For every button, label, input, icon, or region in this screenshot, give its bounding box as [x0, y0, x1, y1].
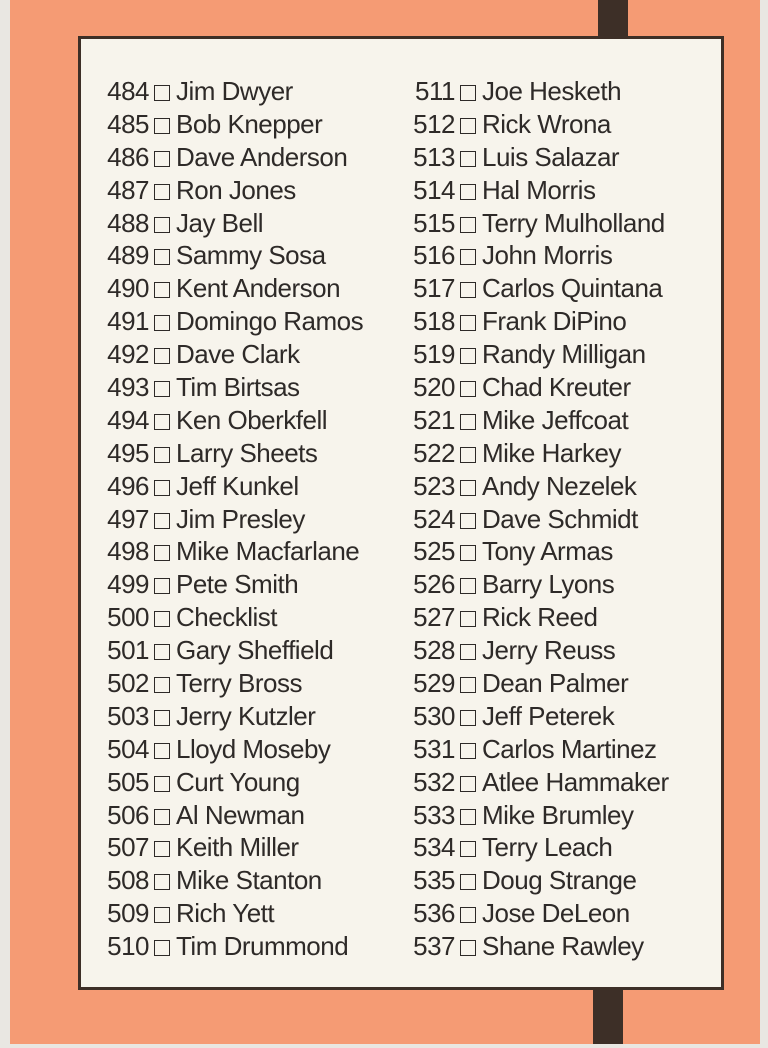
player-name: Tony Armas	[482, 536, 613, 567]
checkbox[interactable]	[460, 447, 476, 463]
card-number: 501	[107, 635, 149, 666]
player-name: Joe Hesketh	[482, 76, 622, 106]
checklist-row	[407, 503, 669, 536]
card-number: 529	[413, 668, 455, 699]
checkbox[interactable]	[460, 841, 476, 857]
player-name: Terry Bross	[176, 668, 302, 699]
card-number: 518	[413, 306, 455, 337]
checklist-row	[101, 766, 363, 799]
checkbox[interactable]	[154, 118, 170, 134]
player-name: Dave Clark	[176, 339, 300, 370]
checkbox[interactable]	[154, 841, 170, 857]
checklist-row	[101, 700, 363, 733]
card-number: 505	[107, 766, 149, 797]
card-number: 519	[413, 339, 455, 370]
checkbox[interactable]	[154, 710, 170, 726]
checkbox[interactable]	[154, 677, 170, 693]
checklist-row	[101, 930, 363, 963]
checkbox[interactable]	[460, 874, 476, 890]
checkbox[interactable]	[154, 184, 170, 200]
card-number: 522	[413, 437, 455, 468]
card-number: 521	[413, 404, 455, 435]
checklist-row	[101, 864, 363, 897]
checkbox[interactable]	[154, 578, 170, 594]
checkbox[interactable]	[460, 907, 476, 923]
player-name: Gary Sheffield	[176, 635, 334, 666]
checkbox[interactable]	[154, 874, 170, 890]
card-number: 523	[413, 470, 455, 501]
checkbox[interactable]	[154, 743, 170, 759]
card-number: 527	[413, 602, 455, 633]
player-name: Jerry Reuss	[482, 635, 616, 666]
player-name: Andy Nezelek	[482, 470, 637, 501]
card-number: 514	[413, 174, 455, 205]
checklist-row	[407, 568, 669, 601]
checklist-row	[101, 733, 363, 766]
card-stripe-bottom	[593, 990, 623, 1044]
checkbox[interactable]	[460, 743, 476, 759]
checklist-row	[101, 831, 363, 864]
player-name: Pete Smith	[176, 569, 299, 600]
player-name: Lloyd Moseby	[176, 733, 331, 764]
checklist-row	[407, 174, 669, 207]
checkbox[interactable]	[460, 282, 476, 298]
card-number: 506	[107, 799, 149, 830]
checklist-row	[101, 75, 363, 108]
checklist-row	[407, 864, 669, 897]
checklist-row	[407, 897, 669, 930]
player-name: Frank DiPino	[482, 306, 627, 337]
card-number: 507	[107, 832, 149, 863]
checkbox[interactable]	[154, 513, 170, 529]
checkbox[interactable]	[460, 545, 476, 561]
checkbox[interactable]	[460, 217, 476, 233]
checklist-right-column	[407, 75, 669, 963]
checkbox[interactable]	[460, 151, 476, 167]
player-name: Terry Mulholland	[482, 207, 665, 238]
card-number: 503	[107, 700, 149, 731]
checklist-row	[407, 141, 669, 174]
checklist-row	[101, 568, 363, 601]
checkbox[interactable]	[460, 644, 476, 660]
checklist-row	[101, 371, 363, 404]
checkbox[interactable]	[154, 611, 170, 627]
checklist-row	[101, 174, 363, 207]
player-name: Terry Leach	[482, 832, 613, 863]
checkbox[interactable]	[154, 85, 170, 101]
card-number: 516	[413, 240, 455, 271]
player-name: Bob Knepper	[176, 108, 323, 139]
player-name: Kent Anderson	[176, 273, 341, 304]
player-name: Ken Oberkfell	[176, 404, 328, 435]
player-name: Jerry Kutzler	[176, 700, 316, 731]
checklist-row	[407, 535, 669, 568]
card-number: 531	[413, 733, 455, 764]
player-name: Larry Sheets	[176, 437, 318, 468]
card-number: 509	[107, 898, 149, 929]
card-number: 528	[413, 635, 455, 666]
player-name: Randy Milligan	[482, 339, 646, 370]
player-name: Dean Palmer	[482, 668, 629, 699]
card-number: 485	[107, 108, 149, 139]
card-number: 484	[107, 76, 149, 106]
card-number: 492	[107, 339, 149, 370]
checklist-panel	[78, 36, 724, 990]
checklist-row	[101, 437, 363, 470]
card-number: 525	[413, 536, 455, 567]
card-number: 502	[107, 668, 149, 699]
checklist-row	[407, 338, 669, 371]
checkbox[interactable]	[154, 249, 170, 265]
player-name: Keith Miller	[176, 832, 299, 863]
card-number: 490	[107, 273, 149, 304]
player-name: Luis Salazar	[482, 141, 620, 172]
player-name: Tim Birtsas	[176, 372, 300, 403]
checkbox[interactable]	[154, 480, 170, 496]
checkbox[interactable]	[460, 85, 476, 101]
player-name: Shane Rawley	[482, 931, 644, 962]
player-name: Barry Lyons	[482, 569, 615, 600]
card-number: 537	[413, 931, 455, 962]
checklist-left-column	[101, 75, 363, 963]
checklist-row	[407, 470, 669, 503]
card-number: 499	[107, 569, 149, 600]
player-name: Mike Brumley	[482, 799, 634, 830]
checklist-row	[101, 108, 363, 141]
card-number: 520	[413, 372, 455, 403]
checklist-row	[407, 404, 669, 437]
player-name: John Morris	[482, 240, 613, 271]
card-number: 504	[107, 733, 149, 764]
checklist-row	[407, 667, 669, 700]
checkbox[interactable]	[154, 315, 170, 331]
card-number: 494	[107, 404, 149, 435]
player-name: Rick Wrona	[482, 108, 611, 139]
checkbox[interactable]	[460, 513, 476, 529]
checklist-row	[101, 239, 363, 272]
checklist-row	[407, 700, 669, 733]
card-number: 498	[107, 536, 149, 567]
checklist-row	[407, 272, 669, 305]
card-number: 488	[107, 207, 149, 238]
checklist-row	[101, 141, 363, 174]
checkbox[interactable]	[460, 381, 476, 397]
checkbox[interactable]	[154, 644, 170, 660]
checklist-row	[101, 667, 363, 700]
checklist-row	[407, 831, 669, 864]
player-name: Al Newman	[176, 799, 305, 830]
checklist-row	[407, 108, 669, 141]
player-name: Hal Morris	[482, 174, 596, 205]
card-number: 535	[413, 865, 455, 896]
checkbox[interactable]	[460, 348, 476, 364]
checkbox[interactable]	[460, 480, 476, 496]
card-number: 487	[107, 174, 149, 205]
card-number: 512	[413, 108, 455, 139]
checklist-row	[101, 470, 363, 503]
checklist-row	[101, 535, 363, 568]
card-number: 534	[413, 832, 455, 863]
checklist-card	[10, 0, 760, 1044]
checklist-row	[407, 75, 669, 108]
checkbox[interactable]	[460, 578, 476, 594]
checkbox[interactable]	[154, 447, 170, 463]
player-name: Sammy Sosa	[176, 240, 326, 271]
checklist-row	[101, 305, 363, 338]
checklist-row	[101, 503, 363, 536]
card-number: 536	[413, 898, 455, 929]
checklist-row	[101, 338, 363, 371]
checklist-row	[407, 634, 669, 667]
checkbox[interactable]	[154, 776, 170, 792]
card-number: 517	[413, 273, 455, 304]
checkbox[interactable]	[460, 315, 476, 331]
checklist-row	[101, 601, 363, 634]
card-number: 508	[107, 865, 149, 896]
player-name: Jim Presley	[176, 503, 305, 534]
player-name: Dave Schmidt	[482, 503, 638, 534]
player-name: Domingo Ramos	[176, 306, 364, 337]
checklist-row	[407, 371, 669, 404]
player-name: Jose DeLeon	[482, 898, 630, 929]
checkbox[interactable]	[460, 184, 476, 200]
checkbox[interactable]	[460, 677, 476, 693]
card-number: 513	[413, 141, 455, 172]
player-name: Carlos Quintana	[482, 273, 663, 304]
checkbox[interactable]	[154, 282, 170, 298]
player-name: Jay Bell	[176, 207, 264, 238]
player-name: Dave Anderson	[176, 141, 348, 172]
player-name: Ron Jones	[176, 174, 296, 205]
player-name: Mike Jeffcoat	[482, 404, 629, 435]
checkbox[interactable]	[154, 151, 170, 167]
card-number: 500	[107, 602, 149, 633]
card-number: 493	[107, 372, 149, 403]
card-number: 486	[107, 141, 149, 172]
player-name: Jeff Kunkel	[176, 470, 299, 501]
checklist-row	[407, 766, 669, 799]
checkbox[interactable]	[460, 611, 476, 627]
card-number: 489	[107, 240, 149, 271]
checkbox[interactable]	[154, 348, 170, 364]
checklist-row	[101, 207, 363, 240]
checkbox[interactable]	[154, 809, 170, 825]
checklist-row	[407, 601, 669, 634]
checklist-row	[407, 239, 669, 272]
checkbox[interactable]	[154, 381, 170, 397]
checklist-row	[407, 305, 669, 338]
card-number: 495	[107, 437, 149, 468]
card-number: 530	[413, 700, 455, 731]
player-name: Carlos Martinez	[482, 733, 657, 764]
checklist-row	[407, 930, 669, 963]
checklist-row	[101, 634, 363, 667]
checkbox[interactable]	[460, 249, 476, 265]
checkbox[interactable]	[460, 414, 476, 430]
checkbox[interactable]	[154, 940, 170, 956]
player-name: Checklist	[176, 602, 277, 633]
player-name: Chad Kreuter	[482, 372, 631, 403]
checklist-row	[101, 272, 363, 305]
checklist-row	[407, 437, 669, 470]
card-number: 524	[413, 503, 455, 534]
player-name: Mike Harkey	[482, 437, 621, 468]
card-number: 511	[415, 76, 455, 106]
player-name: Doug Strange	[482, 865, 637, 896]
checkbox[interactable]	[154, 414, 170, 430]
player-name: Jim Dwyer	[176, 76, 293, 106]
checkbox[interactable]	[460, 809, 476, 825]
checklist-row	[101, 799, 363, 832]
card-number: 510	[107, 931, 149, 962]
checklist-row	[407, 799, 669, 832]
checkbox[interactable]	[460, 710, 476, 726]
player-name: Mike Stanton	[176, 865, 322, 896]
player-name: Jeff Peterek	[482, 700, 615, 731]
checklist-row	[407, 733, 669, 766]
card-number: 497	[107, 503, 149, 534]
card-number: 515	[413, 207, 455, 238]
checklist-row	[407, 207, 669, 240]
checkbox[interactable]	[460, 940, 476, 956]
checklist-row	[101, 897, 363, 930]
card-number: 533	[413, 799, 455, 830]
card-number: 526	[413, 569, 455, 600]
card-number: 496	[107, 470, 149, 501]
player-name: Tim Drummond	[176, 931, 349, 962]
checkbox[interactable]	[154, 545, 170, 561]
player-name: Atlee Hammaker	[482, 766, 669, 797]
checkbox[interactable]	[460, 118, 476, 134]
checkbox[interactable]	[154, 217, 170, 233]
player-name: Rick Reed	[482, 602, 598, 633]
player-name: Rich Yett	[176, 898, 275, 929]
card-number: 491	[107, 306, 149, 337]
player-name: Curt Young	[176, 766, 300, 797]
checklist-row	[101, 404, 363, 437]
checkbox[interactable]	[460, 776, 476, 792]
player-name: Mike Macfarlane	[176, 536, 360, 567]
card-number: 532	[413, 766, 455, 797]
checkbox[interactable]	[154, 907, 170, 923]
